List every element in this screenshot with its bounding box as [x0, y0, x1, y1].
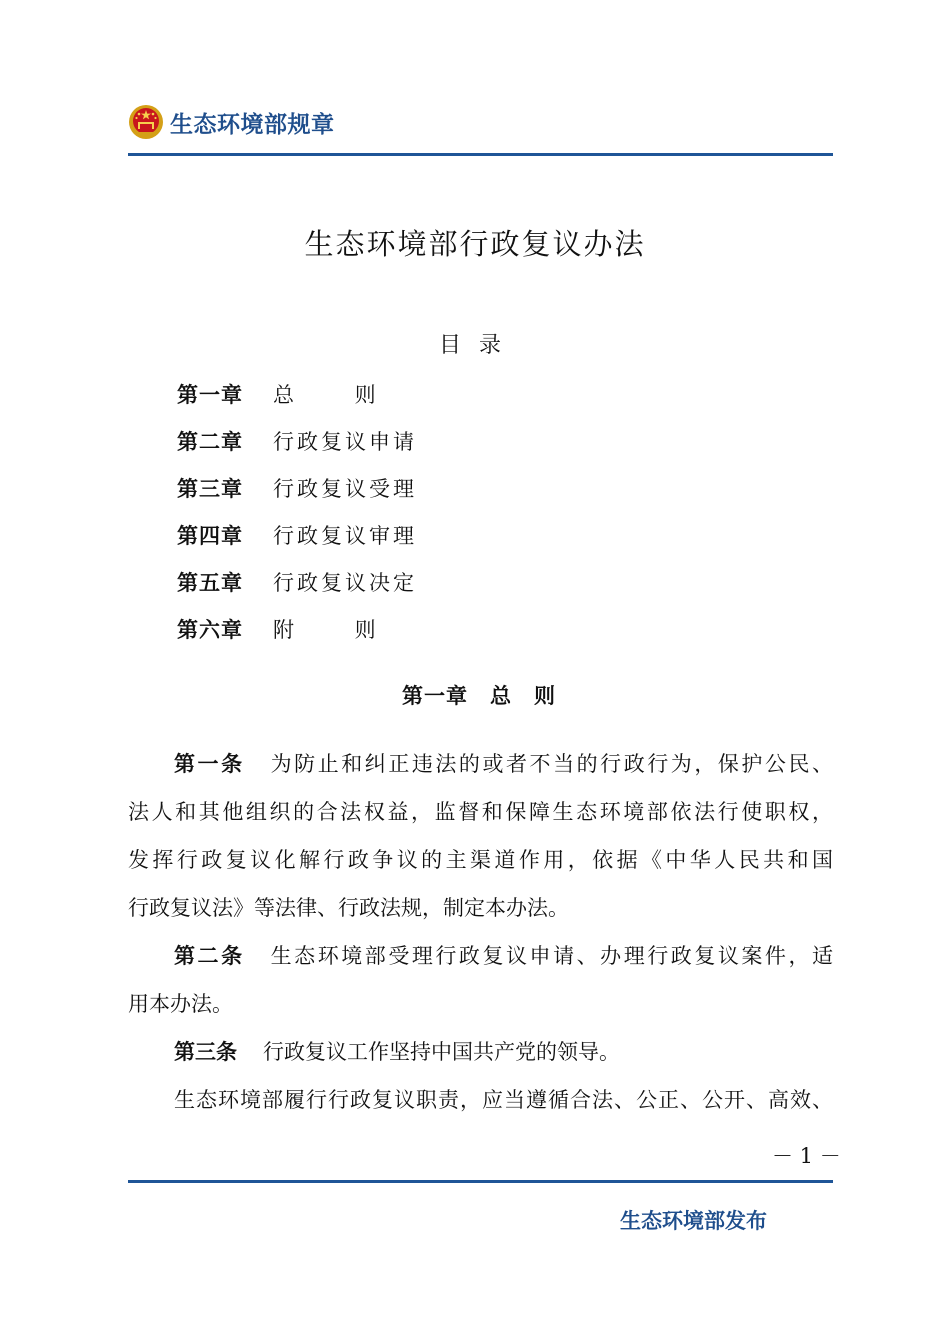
article-first-line	[128, 932, 833, 980]
toc-chapter-number: 第二章	[177, 429, 243, 454]
toc-chapter-title: 行政复议决定	[273, 570, 417, 595]
article-text-line: 发挥行政复议化解行政争议的主渠道作用，依据《中华人民共和国	[128, 848, 833, 872]
toc-chapter-title: 附 则	[273, 617, 379, 642]
header-title: 生态环境部规章	[170, 111, 335, 138]
toc-chapter-number: 第六章	[177, 617, 243, 642]
article-label: 第三条	[174, 1040, 237, 1064]
article-text-line: 用本办法。	[128, 992, 233, 1016]
toc-item	[177, 511, 777, 558]
toc-item	[177, 558, 777, 605]
toc-item	[177, 370, 777, 417]
article-text: 行政复议工作坚持中国共产党的领导。	[263, 1040, 620, 1064]
toc-chapter-number: 第四章	[177, 523, 243, 548]
toc-chapter-number: 第一章	[177, 382, 243, 407]
page-header	[128, 98, 833, 146]
paragraph-line: 生态环境部履行行政复议职责，应当遵循合法、公正、公开、高效、	[174, 1088, 833, 1112]
article-first-line	[128, 1028, 833, 1076]
toc-chapter-title: 行政复议受理	[273, 476, 417, 501]
article-text-line: 行政复议法》等法律、行政法规，制定本办法。	[128, 896, 569, 920]
toc-chapter-number: 第三章	[177, 476, 243, 501]
toc-chapter-number: 第五章	[177, 570, 243, 595]
article-text: 为防止和纠正违法的或者不当的行政行为，保护公民、	[270, 752, 834, 776]
article-label: 第二条	[174, 944, 245, 968]
chapter-heading: 第一章 总 则	[402, 684, 556, 708]
toc-heading: 目录	[438, 333, 519, 358]
toc-chapter-title: 总 则	[273, 382, 379, 407]
article-text: 生态环境部受理行政复议申请、办理行政复议案件，适	[270, 944, 834, 968]
table-of-contents	[177, 370, 777, 652]
article-first-line	[128, 740, 833, 788]
footer-divider	[128, 1180, 833, 1183]
article-label: 第一条	[174, 752, 245, 776]
article-text-line: 法人和其他组织的合法权益，监督和保障生态环境部依法行使职权，	[128, 800, 833, 824]
toc-chapter-title: 行政复议申请	[273, 429, 417, 454]
toc-chapter-title: 行政复议审理	[273, 523, 417, 548]
toc-item	[177, 417, 777, 464]
document-title: 生态环境部行政复议办法	[304, 227, 646, 261]
toc-item	[177, 605, 777, 652]
footer-publisher: 生态环境部发布	[620, 1209, 767, 1233]
chapter-body	[128, 740, 833, 1124]
header-divider	[128, 153, 833, 156]
page-number: － 1 －	[772, 1144, 841, 1168]
national-emblem-icon	[128, 104, 164, 140]
toc-item	[177, 464, 777, 511]
